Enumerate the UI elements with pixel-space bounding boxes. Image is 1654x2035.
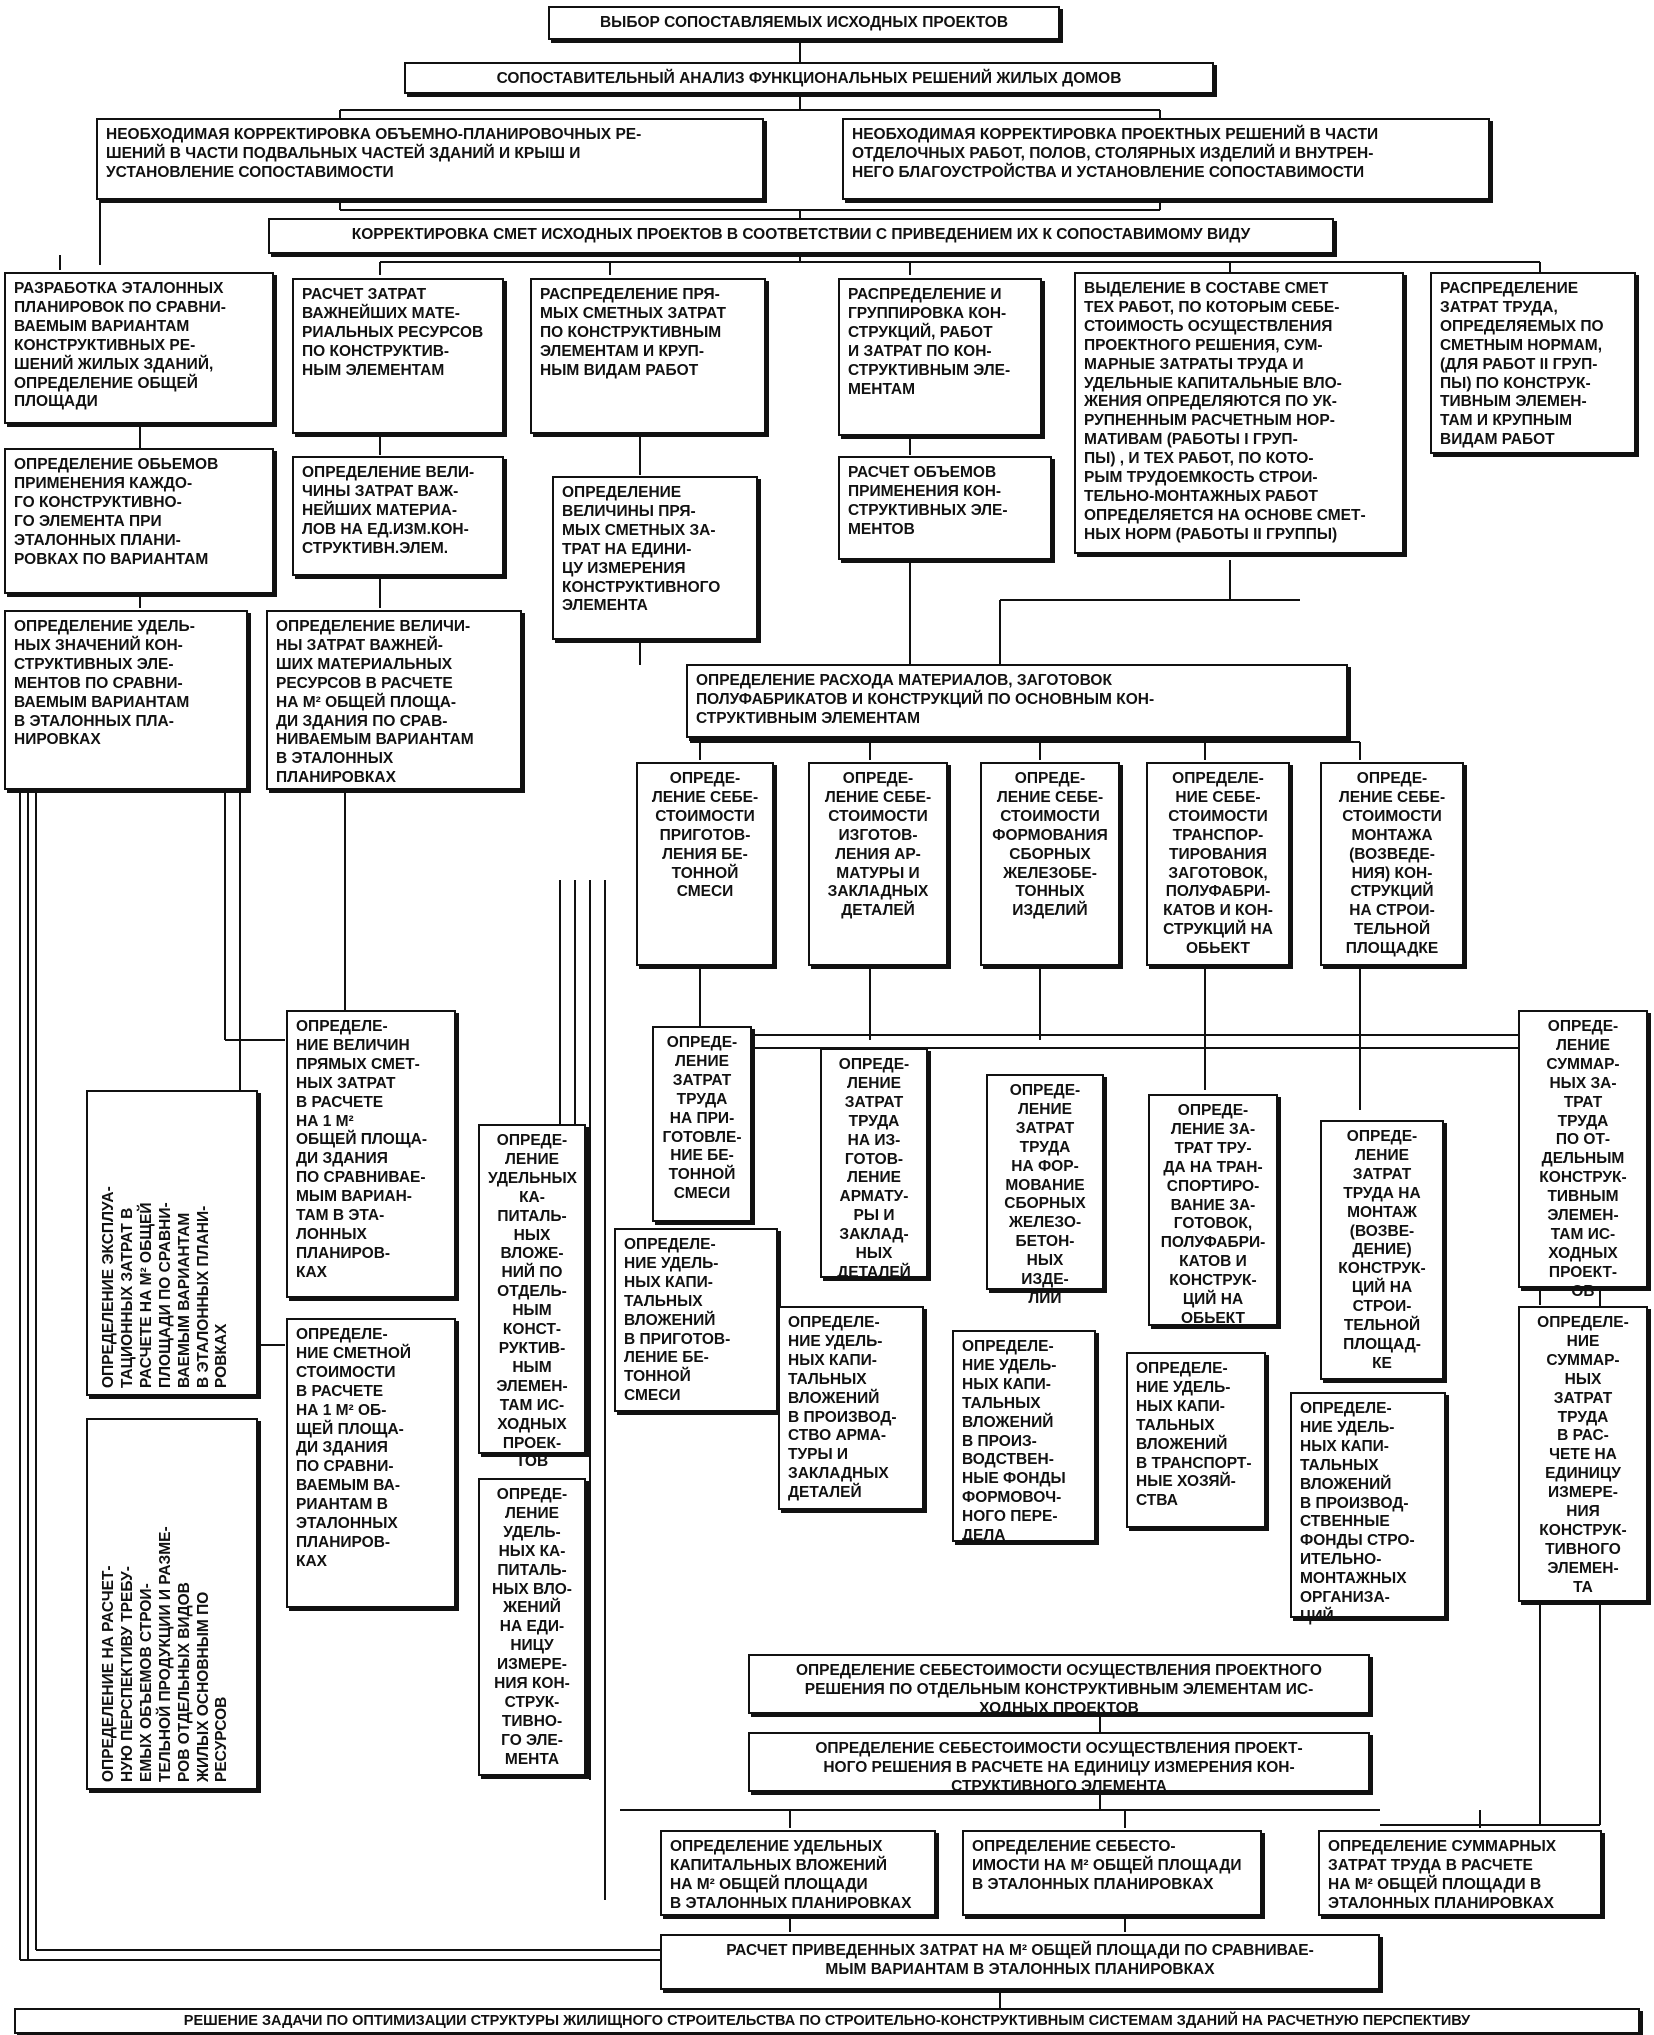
node-capex-elements: ОПРЕДЕ- ЛЕНИЕ УДЕЛЬНЫХ КА- ПИТАЛЬ- НЫХ ВЛОЖЕ- НИЙ ПО ОТДЕЛЬ- НЫМ КОНСТ- РУКТИВ- НЫМ ЭЛЕМЕН- ТАМ ИС- ХОДНЫХ ПРОЕК- ТОВ — [478, 1124, 586, 1454]
node-capex-per-unit: ОПРЕДЕ- ЛЕНИЕ УДЕЛЬ- НЫХ КА- ПИТАЛЬ- НЫХ ВЛО- ЖЕНИЙ НА ЕДИ- НИЦУ ИЗМЕРЕ- НИЯ КОН- СТРУК- ТИВНО- ГО ЭЛЕ- МЕНТА — [478, 1478, 586, 1776]
node-cost-forming: ОПРЕДЕ- ЛЕНИЕ СЕБЕ- СТОИМОСТИ ФОРМОВАНИЯ СБОРНЫХ ЖЕЛЕЗОБЕ- ТОННЫХ ИЗДЕЛИЙ — [980, 762, 1120, 966]
node-operating-costs-text: ОПРЕДЕЛЕНИЕ ЭКСПЛУА- ТАЦИОННЫХ ЗАТРАТ В РАСЧЕТЕ НА М² ОБЩЕЙ ПЛОЩАДИ ПО СРАВНИ- ВАЕМЫМ ВАРИАНТАМ В ЭТАЛОННЫХ ПЛАНИ- РОВКАХ — [100, 1186, 231, 1388]
node-specific-values: ОПРЕДЕЛЕНИЕ УДЕЛЬ- НЫХ ЗНАЧЕНИЙ КОН- СТРУКТИВНЫХ ЭЛЕ- МЕНТОВ ПО СРАВНИ- ВАЕМЫМ ВАРИАНТАМ В ЭТАЛОННЫХ ПЛА- НИРОВКАХ — [4, 610, 248, 790]
node-capex-rebar: ОПРЕДЕЛЕ- НИЕ УДЕЛЬ- НЫХ КАПИ- ТАЛЬНЫХ ВЛОЖЕНИЙ В ПРОИЗВОД- СТВО АРМА- ТУРЫ И ЗАКЛАДНЫХ ДЕТАЛЕЙ — [778, 1306, 924, 1510]
node-reference-layouts: РАЗРАБОТКА ЭТАЛОННЫХ ПЛАНИРОВОК ПО СРАВНИ- ВАЕМЫМ ВАРИАНТАМ КОНСТРУКТИВНЫХ РЕ- ШЕНИЙ ЖИЛЫХ ЗДАНИЙ, ОПРЕДЕЛЕНИЕ ОБЩЕЙ ПЛОЩАДИ — [4, 272, 274, 424]
node-cost-assembly: ОПРЕДЕ- ЛЕНИЕ СЕБЕ- СТОИМОСТИ МОНТАЖА (ВОЗВЕДЕ- НИЯ) КОН- СТРУКЦИЙ НА СТРОИ- ТЕЛЬНОЙ ПЛОЩАДКЕ — [1320, 762, 1464, 966]
node-total-labor-per-unit: ОПРЕДЕЛЕ- НИЕ СУММАР- НЫХ ЗАТРАТ ТРУДА В РАС- ЧЕТЕ НА ЕДИНИЦУ ИЗМЕРЕ- НИЯ КОНСТРУК- ТИВНОГО ЭЛЕМЕН- ТА — [1518, 1306, 1648, 1602]
node-capex-construction-orgs: ОПРЕДЕЛЕ- НИЕ УДЕЛЬ- НЫХ КАПИ- ТАЛЬНЫХ ВЛОЖЕНИЙ В ПРОИЗВОД- СТВЕННЫЕ ФОНДЫ СТРО- ИТЕЛЬНО- МОНТАЖНЫХ ОРГАНИЗА- ЦИЙ — [1290, 1392, 1446, 1618]
node-material-per-unit: ОПРЕДЕЛЕНИЕ ВЕЛИ- ЧИНЫ ЗАТРАТ ВАЖ- НЕЙШИХ МАТЕРИА- ЛОВ НА ЕД.ИЗМ.КОН- СТРУКТИВН.ЭЛЕМ. — [292, 456, 504, 576]
node-labor-assembly: ОПРЕДЕ- ЛЕНИЕ ЗАТРАТ ТРУДА НА МОНТАЖ (ВОЗВЕ- ДЕНИЕ) КОНСТРУК- ЦИЙ НА СТРОИ- ТЕЛЬНОЙ ПЛОЩАД- КЕ — [1320, 1120, 1444, 1380]
node-labor-transport: ОПРЕДЕ- ЛЕНИЕ ЗА- ТРАТ ТРУ- ДА НА ТРАН- СПОРТИРО- ВАНИЕ ЗА- ГОТОВОК, ПОЛУФАБРИ- КАТОВ И КОНСТРУК- ЦИЙ НА ОБЬЕКТ — [1148, 1094, 1278, 1326]
node-materials-consumption: ОПРЕДЕЛЕНИЕ РАСХОДА МАТЕРИАЛОВ, ЗАГОТОВОК ПОЛУФАБРИКАТОВ И КОНСТРУКЦИЙ ПО ОСНОВНЫМ КОН- СТРУКТИВНЫМ ЭЛЕМЕНТАМ — [686, 664, 1348, 738]
node-total-labor-per-m2: ОПРЕДЕЛЕНИЕ СУММАРНЫХ ЗАТРАТ ТРУДА В РАСЧЕТЕ НА М² ОБЩЕЙ ПЛОЩАДИ В ЭТАЛОННЫХ ПЛАНИРОВКАХ — [1318, 1830, 1602, 1916]
node-labor-concrete: ОПРЕДЕ- ЛЕНИЕ ЗАТРАТ ТРУДА НА ПРИ- ГОТОВЛЕ- НИЕ БЕ- ТОННОЙ СМЕСИ — [652, 1026, 752, 1222]
node-element-volume-calc: РАСЧЕТ ОБЪЕМОВ ПРИМЕНЕНИЯ КОН- СТРУКТИВНЫХ ЭЛЕ- МЕНТОВ — [838, 456, 1052, 560]
node-material-per-m2: ОПРЕДЕЛЕНИЕ ВЕЛИЧИ- НЫ ЗАТРАТ ВАЖНЕЙ- ШИХ МАТЕРИАЛЬНЫХ РЕСУРСОВ В РАСЧЕТЕ НА М² ОБЩЕЙ ПЛОЩА- ДИ ЗДАНИЯ ПО СРАВ- НИВАЕМЫМ ВАРИАНТАМ В ЭТАЛОННЫХ ПЛАНИРОВКАХ — [266, 610, 522, 790]
node-grouping-constructions: РАСПРЕДЕЛЕНИЕ И ГРУППИРОВКА КОН- СТРУКЦИЙ, РАБОТ И ЗАТРАТ ПО КОН- СТРУКТИВНЫМ ЭЛЕ- МЕНТАМ — [838, 278, 1042, 436]
node-capex-transport: ОПРЕДЕЛЕ- НИЕ УДЕЛЬ- НЫХ КАПИ- ТАЛЬНЫХ ВЛОЖЕНИЙ В ТРАНСПОРТ- НЫЕ ХОЗЯЙ- СТВА — [1126, 1352, 1266, 1528]
node-direct-costs-per-m2: ОПРЕДЕЛЕ- НИЕ ВЕЛИЧИН ПРЯМЫХ СМЕТ- НЫХ ЗАТРАТ В РАСЧЕТЕ НА 1 М² ОБЩЕЙ ПЛОЩА- ДИ ЗДАНИЯ ПО СРАВНИВАЕ- МЫМ ВАРИАН- ТАМ В ЭТА- ЛОННЫХ ПЛАНИРОВ- КАХ — [286, 1010, 456, 1298]
node-correction-finishing: НЕОБХОДИМАЯ КОРРЕКТИРОВКА ПРОЕКТНЫХ РЕШЕНИЙ В ЧАСТИ ОТДЕЛОЧНЫХ РАБОТ, ПОЛОВ, СТОЛЯРНЫХ ИЗДЕЛИЙ И ВНУТРЕН- НЕГО БЛАГОУСТРОЙСТВА И УСТАНОВЛЕНИЕ СОПОСТАВИМОСТИ — [842, 118, 1490, 200]
node-optimization-task: РЕШЕНИЕ ЗАДАЧИ ПО ОПТИМИЗАЦИИ СТРУКТУРЫ ЖИЛИЩНОГО СТРОИТЕЛЬСТВА ПО СТРОИТЕЛЬНО-КОНСТРУКТИВНЫМ СИСТЕМАМ ЗДАНИЙ НА РАСЧЕТНУЮ ПЕРСПЕКТИВУ — [14, 2008, 1640, 2034]
node-correction-volume-planning: НЕОБХОДИМАЯ КОРРЕКТИРОВКА ОБЪЕМНО-ПЛАНИРОВОЧНЫХ РЕ- ШЕНИЙ В ЧАСТИ ПОДВАЛЬНЫХ ЧАСТЕЙ ЗДАНИЙ И КРЫШ И УСТАНОВЛЕНИЕ СОПОСТАВИМОСТИ — [96, 118, 764, 200]
node-labor-distribution: РАСПРЕДЕЛЕНИЕ ЗАТРАТ ТРУДА, ОПРЕДЕЛЯЕМЫХ ПО СМЕТНЫМ НОРМАМ, (ДЛЯ РАБОТ II ГРУП- ПЫ) ПО КОНСТРУК- ТИВНЫМ ЭЛЕМЕН- ТАМ И КРУПНЫМ ВИДАМ РАБОТ — [1430, 272, 1636, 454]
node-capex-per-m2: ОПРЕДЕЛЕНИЕ УДЕЛЬНЫХ КАПИТАЛЬНЫХ ВЛОЖЕНИЙ НА М² ОБЩЕЙ ПЛОЩАДИ В ЭТАЛОННЫХ ПЛАНИРОВКАХ — [660, 1830, 936, 1916]
node-labor-forming: ОПРЕДЕ- ЛЕНИЕ ЗАТРАТ ТРУДА НА ФОР- МОВАНИЕ СБОРНЫХ ЖЕЛЕЗО- БЕТОН- НЫХ ИЗДЕ- ЛИЙ — [986, 1074, 1104, 1290]
node-labor-rebar: ОПРЕДЕ- ЛЕНИЕ ЗАТРАТ ТРУДА НА ИЗ- ГОТОВ- ЛЕНИЕ АРМАТУ- РЫ И ЗАКЛАД- НЫХ ДЕТАЛЕЙ — [820, 1048, 928, 1278]
node-cost-concrete: ОПРЕДЕ- ЛЕНИЕ СЕБЕ- СТОИМОСТИ ПРИГОТОВ- ЛЕНИЯ БЕ- ТОННОЙ СМЕСИ — [636, 762, 774, 966]
node-capex-forming: ОПРЕДЕЛЕ- НИЕ УДЕЛЬ- НЫХ КАПИ- ТАЛЬНЫХ ВЛОЖЕНИЙ В ПРОИЗ- ВОДСТВЕН- НЫЕ ФОНДЫ ФОРМОВОЧ- НОГО ПЕРЕ- ДЕЛА — [952, 1330, 1096, 1542]
node-cost-transport: ОПРЕДЕЛЕ- НИЕ СЕБЕ- СТОИМОСТИ ТРАНСПОР- ТИРОВАНИЯ ЗАГОТОВОК, ПОЛУФАБРИ- КАТОВ И КОН- СТРУКЦИЙ НА ОБЬЕКТ — [1146, 762, 1290, 966]
node-direct-costs-distribution: РАСПРЕДЕЛЕНИЕ ПРЯ- МЫХ СМЕТНЫХ ЗАТРАТ ПО КОНСТРУКТИВНЫМ ЭЛЕМЕНТАМ И КРУП- НЫМ ВИДАМ РАБОТ — [530, 278, 766, 434]
node-reduced-costs: РАСЧЕТ ПРИВЕДЕННЫХ ЗАТРАТ НА М² ОБЩЕЙ ПЛОЩАДИ ПО СРАВНИВАЕ- МЫМ ВАРИАНТАМ В ЭТАЛОННЫХ ПЛАНИРОВКАХ — [660, 1934, 1380, 1990]
node-cost-per-unit: ОПРЕДЕЛЕНИЕ СЕБЕСТОИМОСТИ ОСУЩЕСТВЛЕНИЯ ПРОЕКТ- НОГО РЕШЕНИЯ В РАСЧЕТЕ НА ЕДИНИЦУ ИЗМЕРЕНИЯ КОН- СТРУКТИВНОГО ЭЛЕМЕНТА — [748, 1732, 1370, 1792]
node-material-costs: РАСЧЕТ ЗАТРАТ ВАЖНЕЙШИХ МАТЕ- РИАЛЬНЫХ РЕСУРСОВ ПО КОНСТРУКТИВ- НЫМ ЭЛЕМЕНТАМ — [292, 278, 504, 434]
node-works-selection: ВЫДЕЛЕНИЕ В СОСТАВЕ СМЕТ ТЕХ РАБОТ, ПО КОТОРЫМ СЕБЕ- СТОИМОСТЬ ОСУЩЕСТВЛЕНИЯ ПРОЕКТНОГО РЕШЕНИЯ, СУМ- МАРНЫЕ ЗАТРАТЫ ТРУДА И УДЕЛЬНЫЕ КАПИТАЛЬНЫЕ ВЛО- ЖЕНИЯ ОПРЕДЕЛЯЮТСЯ ПО УК- РУПНЕННЫМ РАСЧЕТНЫМ НОР- МАТИВАМ (РАБОТЫ I ГРУП- ПЫ) , И ТЕХ РАБОТ, ПО КОТО- РЫМ ТРУДОЕМКОСТЬ СТРОИ- ТЕЛЬНО-МОНТАЖНЫХ РАБОТ ОПРЕДЕЛЯЕТСЯ НА ОСНОВЕ СМЕТ- НЫХ НОРМ (РАБОТЫ II ГРУППЫ) — [1074, 272, 1404, 554]
node-estimate-correction: КОРРЕКТИРОВКА СМЕТ ИСХОДНЫХ ПРОЕКТОВ В СООТВЕТСТВИИ С ПРИВЕДЕНИЕМ ИХ К СОПОСТАВИМОМУ ВИДУ — [268, 218, 1334, 254]
node-cost-per-m2: ОПРЕДЕЛЕНИЕ СЕБЕСТО- ИМОСТИ НА М² ОБЩЕЙ ПЛОЩАДИ В ЭТАЛОННЫХ ПЛАНИРОВКАХ — [962, 1830, 1262, 1916]
node-select-projects: ВЫБОР СОПОСТАВЛЯЕМЫХ ИСХОДНЫХ ПРОЕКТОВ — [548, 6, 1060, 40]
node-perspective-volumes-text: ОПРЕДЕЛЕНИЕ НА РАСЧЕТ- НУЮ ПЕРСПЕКТИВУ ТРЕБУ- ЕМЫХ ОБЪЕМОВ СТРОИ- ТЕЛЬНОЙ ПРОДУКЦИИ И РАЗМЕ- РОВ ОТДЕЛЬНЫХ ВИДОВ ЖИЛЫХ ОСНОВНЫМ ПО РЕСУРСОВ — [100, 1526, 231, 1782]
node-capex-concrete: ОПРЕДЕЛЕ- НИЕ УДЕЛЬ- НЫХ КАПИ- ТАЛЬНЫХ ВЛОЖЕНИЙ В ПРИГОТОВ- ЛЕНИЕ БЕ- ТОННОЙ СМЕСИ — [614, 1228, 778, 1412]
node-cost-elements: ОПРЕДЕЛЕНИЕ СЕБЕСТОИМОСТИ ОСУЩЕСТВЛЕНИЯ ПРОЕКТНОГО РЕШЕНИЯ ПО ОТДЕЛЬНЫМ КОНСТРУКТИВНЫМ ЭЛЕМЕНТАМ ИС- ХОДНЫХ ПРОЕКТОВ — [748, 1654, 1370, 1714]
node-cost-rebar: ОПРЕДЕ- ЛЕНИЕ СЕБЕ- СТОИМОСТИ ИЗГОТОВ- ЛЕНИЯ АР- МАТУРЫ И ЗАКЛАДНЫХ ДЕТАЛЕЙ — [808, 762, 948, 966]
node-element-volumes: ОПРЕДЕЛЕНИЕ ОБЬЕМОВ ПРИМЕНЕНИЯ КАЖДО- ГО КОНСТРУКТИВНО- ГО ЭЛЕМЕНТА ПРИ ЭТАЛОННЫХ ПЛАНИ- РОВКАХ ПО ВАРИАНТАМ — [4, 448, 274, 594]
node-direct-costs-per-unit: ОПРЕДЕЛЕНИЕ ВЕЛИЧИНЫ ПРЯ- МЫХ СМЕТНЫХ ЗА- ТРАТ НА ЕДИНИ- ЦУ ИЗМЕРЕНИЯ КОНСТРУКТИВНОГО ЭЛЕМЕНТА — [552, 476, 758, 640]
node-total-labor-elements: ОПРЕДЕ- ЛЕНИЕ СУММАР- НЫХ ЗА- ТРАТ ТРУДА ПО ОТ- ДЕЛЬНЫМ КОНСТРУК- ТИВНЫМ ЭЛЕМЕН- ТАМ ИС- ХОДНЫХ ПРОЕКТ- ОВ — [1518, 1010, 1648, 1288]
node-functional-analysis: СОПОСТАВИТЕЛЬНЫЙ АНАЛИЗ ФУНКЦИОНАЛЬНЫХ РЕШЕНИЙ ЖИЛЫХ ДОМОВ — [404, 62, 1214, 94]
node-estimate-cost-per-m2: ОПРЕДЕЛЕ- НИЕ СМЕТНОЙ СТОИМОСТИ В РАСЧЕТЕ НА 1 М² ОБ- ЩЕЙ ПЛОЩА- ДИ ЗДАНИЯ ПО СРАВНИ- ВАЕМЫМ ВА- РИАНТАМ В ЭТАЛОННЫХ ПЛАНИРОВ- КАХ — [286, 1318, 456, 1608]
